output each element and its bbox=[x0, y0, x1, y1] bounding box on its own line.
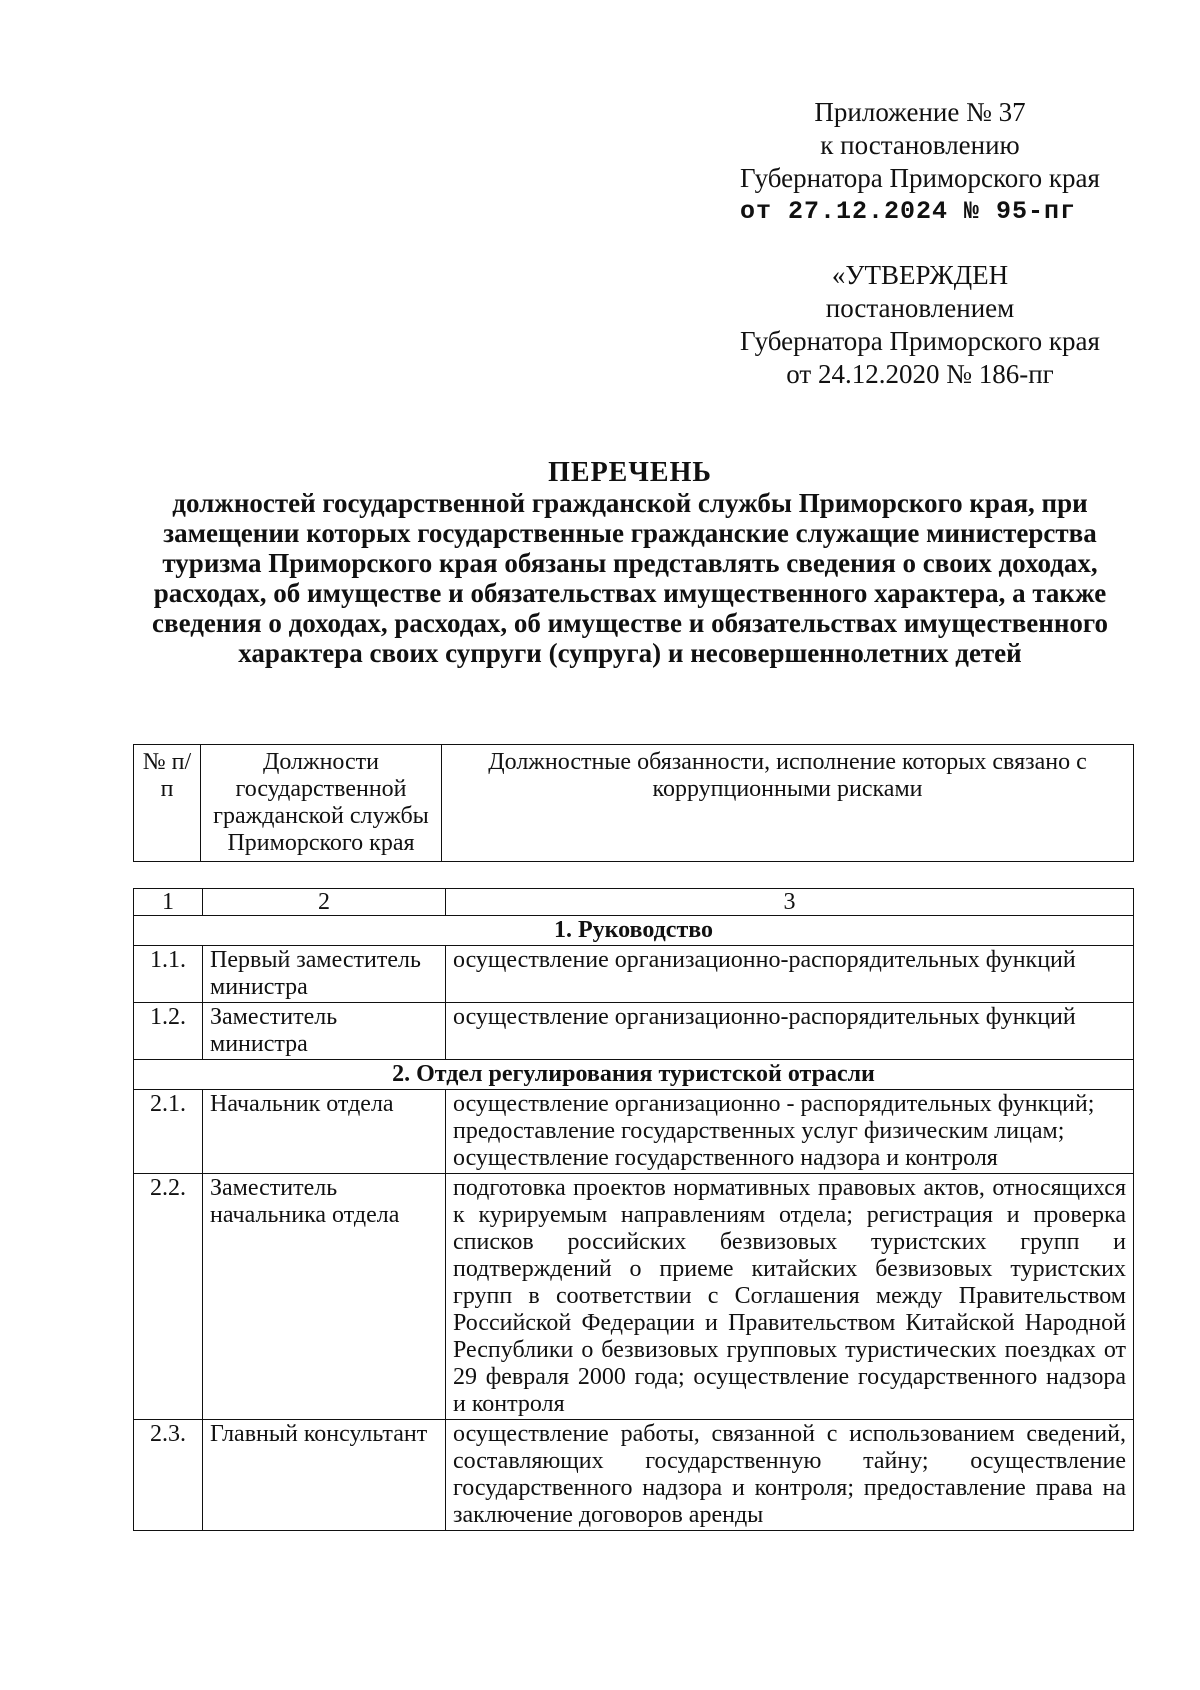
approval-block bbox=[700, 259, 1140, 391]
appendix-block bbox=[700, 96, 1140, 228]
approval-authority: Губернатора Приморского края bbox=[740, 326, 1100, 356]
row-number: 1.1. bbox=[134, 946, 203, 1003]
column-number-3: 3 bbox=[446, 889, 1134, 916]
row-duties: подготовка проектов нормативных правовых актов, относящихся к курируемым направлениям отдела; регистрация и проверка списков российских безвизовых туристских групп и подтверждений о приеме китайских безвизовых туристских групп в соответствии с Соглашения между Правительством Российской Федерации и Правительством Китайской Народной Республики о безвизовых групповых туристических поездках от 29 февраля 2000 года; осуществление государственного надзора и контроля bbox=[446, 1174, 1134, 1420]
row-duties: осуществление организационно-распорядительных функций bbox=[446, 1003, 1134, 1060]
table-row bbox=[134, 1090, 1134, 1174]
table-row bbox=[134, 1420, 1134, 1531]
header-col-duties: Должностные обязанности, исполнение которых связано с коррупционными рисками bbox=[442, 745, 1134, 862]
section-row bbox=[134, 916, 1134, 946]
header-col-number: № п/п bbox=[134, 745, 201, 862]
row-duties: осуществление организационно - распорядительных функций; предоставление государственных услуг физическим лицам; осуществление государственного надзора и контроля bbox=[446, 1090, 1134, 1174]
row-number: 2.2. bbox=[134, 1174, 203, 1420]
row-number: 2.3. bbox=[134, 1420, 203, 1531]
row-position: Начальник отдела bbox=[203, 1090, 446, 1174]
appendix-date: от 27.12.2024 № 95-пг bbox=[740, 197, 1077, 226]
row-position: Главный консультант bbox=[203, 1420, 446, 1531]
title-text: должностей государственной гражданской службы Приморского края, при замещении которых государственные гражданские служащие министерства туризма Приморского края обязаны представлять сведения о своих доходах, расходах, об имуществе и обязательствах имущественного характера, а также сведения о доходах, расходах, об имуществе и обязательствах имущественного характера своих супруги (супруга) и несовершеннолетних детей bbox=[152, 488, 1108, 668]
section-title: 1. Руководство bbox=[134, 916, 1134, 946]
section-title: 2. Отдел регулирования туристской отрасли bbox=[134, 1060, 1134, 1090]
row-position: Заместитель начальника отдела bbox=[203, 1174, 446, 1420]
approval-date: от 24.12.2020 № 186-пг bbox=[786, 359, 1054, 389]
document-title bbox=[140, 458, 1120, 668]
column-numbers-row bbox=[134, 889, 1134, 916]
column-number-1: 1 bbox=[134, 889, 203, 916]
header-col-position: Должности государственной гражданской службы Приморского края bbox=[201, 745, 442, 862]
row-position: Первый заместитель министра bbox=[203, 946, 446, 1003]
table-row bbox=[134, 946, 1134, 1003]
approval-heading: «УТВЕРЖДЕН bbox=[831, 260, 1009, 290]
column-number-2: 2 bbox=[203, 889, 446, 916]
row-position: Заместитель министра bbox=[203, 1003, 446, 1060]
row-number: 1.2. bbox=[134, 1003, 203, 1060]
row-number: 2.1. bbox=[134, 1090, 203, 1174]
approval-reference: постановлением bbox=[825, 293, 1015, 323]
title-heading: ПЕРЕЧЕНЬ bbox=[548, 457, 712, 488]
appendix-reference: к постановлению bbox=[820, 130, 1020, 160]
appendix-authority: Губернатора Приморского края bbox=[740, 163, 1100, 193]
appendix-number: Приложение № 37 bbox=[814, 97, 1026, 127]
positions-table bbox=[133, 888, 1134, 1531]
row-duties: осуществление работы, связанной с использованием сведений, составляющих государственную тайну; осуществление государственного надзора и контроля; предоставление права на заключение договоров аренды bbox=[446, 1420, 1134, 1531]
header-table bbox=[133, 744, 1134, 862]
table-row bbox=[134, 1003, 1134, 1060]
header-row bbox=[134, 745, 1134, 862]
row-duties: осуществление организационно-распорядительных функций bbox=[446, 946, 1134, 1003]
section-row bbox=[134, 1060, 1134, 1090]
table-row bbox=[134, 1174, 1134, 1420]
